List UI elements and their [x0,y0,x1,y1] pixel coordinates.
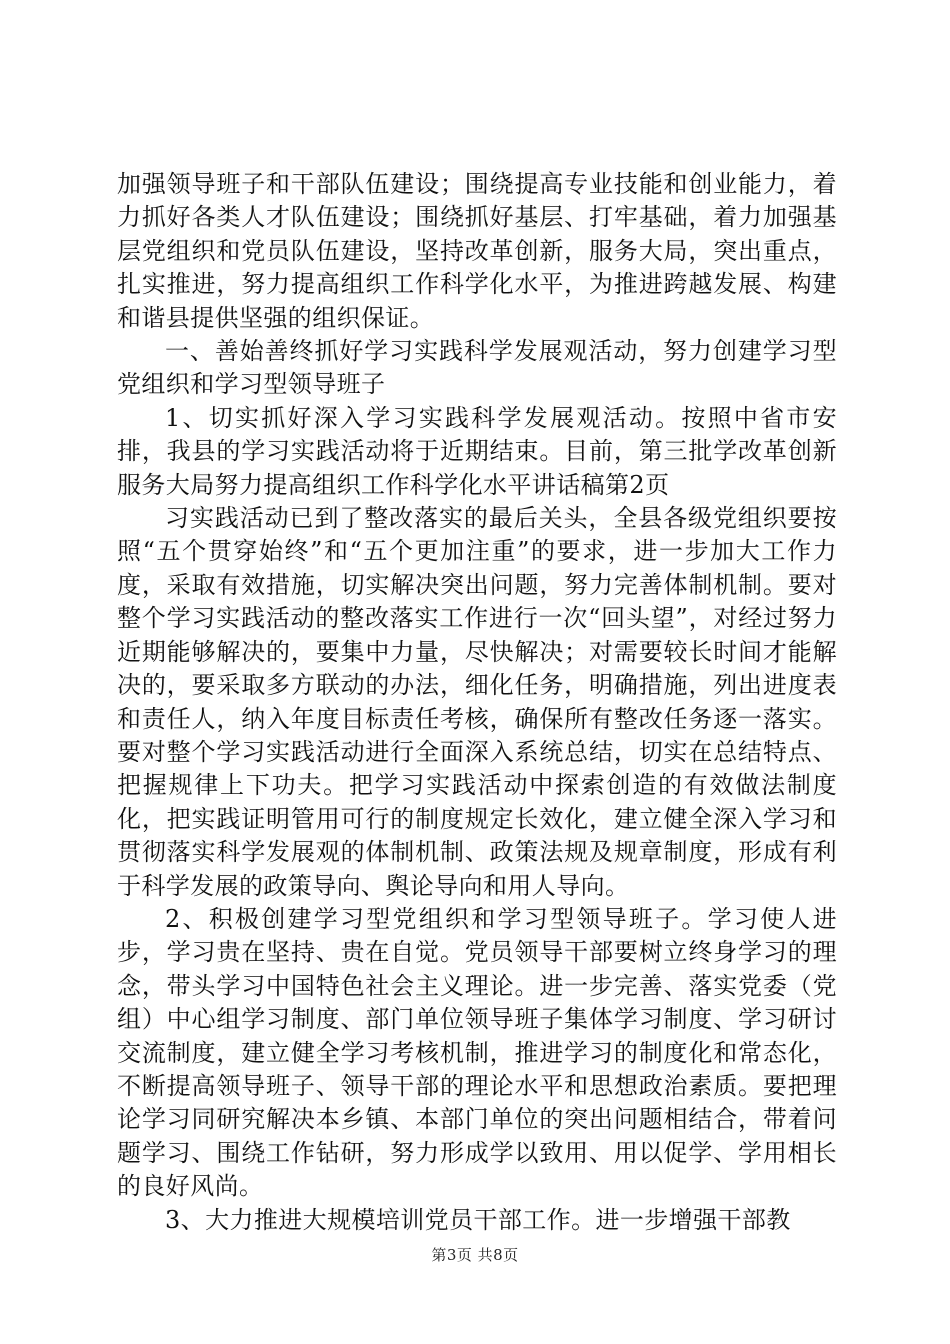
document-body [117,168,837,1237]
page-footer [0,1244,950,1265]
page-number-label: 第3页 共8页 [431,1246,519,1264]
paragraph-item-1-continued: 习实践活动已到了整改落实的最后关头，全县各级党组织要按照“五个贯穿始终”和“五个更加注重”的要求，进一步加大工作力度，采取有效措施，切实解决突出问题，努力完善体制机制。要对整个学习实践活动的整改落实工作进行一次“回头望”，对经过努力近期能够解决的，要集中力量，尽快解决；对需要较长时间才能解决的，要采取多方联动的办法，细化任务，明确措施，列出进度表和责任人，纳入年度目标责任考核，确保所有整改任务逐一落实。要对整个学习实践活动进行全面深入系统总结，切实在总结特点、把握规律上下功夫。把学习实践活动中探索创造的有效做法制度化，把实践证明管用可行的制度规定长效化，建立健全深入学习和贯彻落实科学发展观的体制机制、政策法规及规章制度，形成有利于科学发展的政策导向、舆论导向和用人导向。 [117,504,837,900]
paragraph-intro-continuation: 加强领导班子和干部队伍建设；围绕提高专业技能和创业能力，着力抓好各类人才队伍建设；围绕抓好基层、打牢基础，着力加强基层党组织和党员队伍建设，坚持改革创新，服务大局，突出重点，扎实推进，努力提高组织工作科学化水平，为推进跨越发展、构建和谐县提供坚强的组织保证。 [117,170,837,332]
paragraph-item-1: 1、切实抓好深入学习实践科学发展观活动。按照中省市安排，我县的学习实践活动将于近期结束。目前，第三批学改革创新服务大局努力提高组织工作科学化水平讲话稿第2页 [117,403,837,499]
section-heading-one: 一、善始善终抓好学习实践科学发展观活动，努力创建学习型党组织和学习型领导班子 [117,337,837,399]
paragraph-item-3: 3、大力推进大规模培训党员干部工作。进一步增强干部教 [165,1205,791,1234]
paragraph-item-2: 2、积极创建学习型党组织和学习型领导班子。学习使人进步，学习贵在坚持、贵在自觉。党员领导干部要树立终身学习的理念，带头学习中国特色社会主义理论。进一步完善、落实党委（党组）中心组学习制度、部门单位领导班子集体学习制度、学习研讨交流制度，建立健全学习考核机制，推进学习的制度化和常态化，不断提高领导班子、领导干部的理论水平和思想政治素质。要把理论学习同研究解决本乡镇、本部门单位的突出问题相结合，带着问题学习、围绕工作钻研，努力形成学以致用、用以促学、学用相长的良好风尚。 [117,904,837,1201]
